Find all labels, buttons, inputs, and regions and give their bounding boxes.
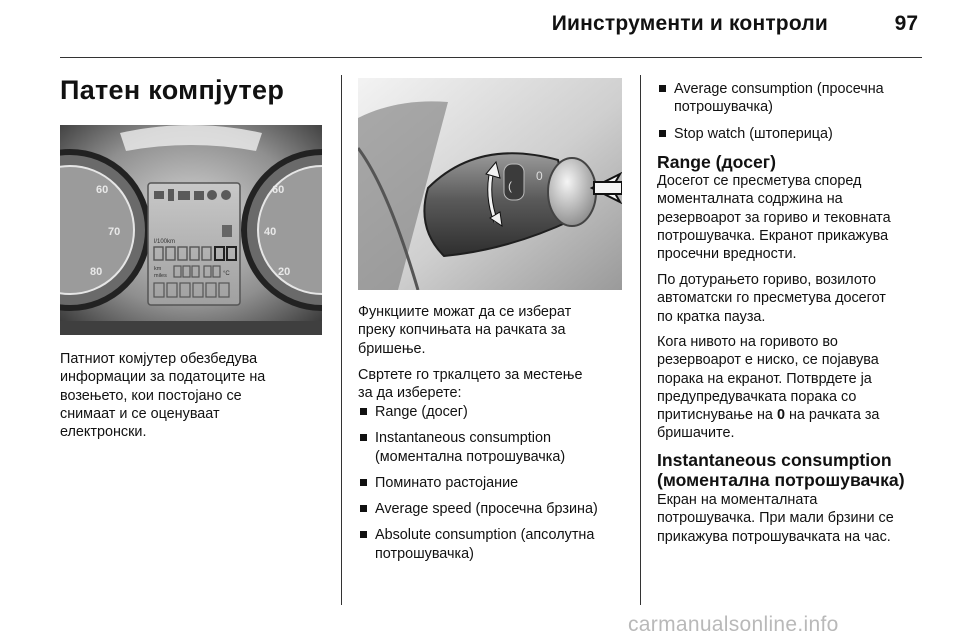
miles-label: miles	[154, 273, 167, 279]
section-heading: Патен компјутер	[60, 75, 285, 105]
list-item: Average speed (просечна брзина)	[358, 500, 638, 518]
page-number: 97	[894, 12, 918, 35]
wiper-lever-photo	[358, 78, 622, 290]
km-label: km	[154, 266, 162, 272]
svg-text:70: 70	[108, 226, 121, 238]
range-paragraph-1: Досегот се пресметува според моменталната содржина на резервоарот за гориво и тековната потрошувачка. Екранот прикажува просечни вредности.	[657, 173, 891, 263]
select-paragraph: Свртете го тркалцето за местење за да изберете:	[358, 367, 583, 402]
bullet-square	[360, 531, 367, 538]
list-item: Stop watch (штоперица)	[657, 125, 937, 143]
svg-text:(: (	[508, 179, 512, 193]
svg-text:20: 20	[278, 266, 291, 278]
watermark: carmanualsonline.info	[628, 613, 839, 636]
unit-label: l/100km	[154, 239, 176, 245]
list-item: Average consumption (просечна потрошувачка)	[657, 80, 937, 117]
instantaneous-heading: Instantaneous consumption (моментална потрошувачка)	[657, 450, 905, 490]
range-paragraph-3: Кога нивото на горивото во резервоарот е ниско, се појавува порака на екранот. Потврдете ја предупредувачката порака со притиснување на 0 на рачката за бришачите.	[657, 334, 880, 442]
wiper-key-symbol: 0	[776, 407, 785, 424]
instrument-cluster-photo	[60, 125, 322, 335]
svg-text:40: 40	[264, 226, 277, 238]
bullet-square	[659, 130, 666, 137]
column-divider-2	[640, 75, 641, 605]
functions-paragraph: Функциите можат да се изберат преку копчињата на рачката за бришење.	[358, 304, 572, 357]
bullet-square	[360, 479, 367, 486]
range-heading: Range (досег)	[657, 152, 776, 172]
list-item: Absolute consumption (апсолутна потрошувачка)	[358, 526, 638, 563]
list-item: Range (досег)	[358, 403, 638, 421]
list-item: Поминато растојание	[358, 474, 638, 492]
range-paragraph-2: По дотурањето гориво, возилото автоматски го пресметува досегот по кратка пауза.	[657, 272, 886, 325]
running-header-title: Иинструменти и контроли	[551, 12, 828, 35]
instantaneous-paragraph: Екран на моменталната потрошувачка. При мали брзини се прикажува потрошувачката на час.	[657, 492, 894, 545]
svg-text:60: 60	[272, 184, 285, 196]
bullet-square	[360, 408, 367, 415]
bullet-square	[360, 505, 367, 512]
function-list	[358, 403, 638, 571]
bullet-square	[659, 85, 666, 92]
svg-text:60: 60	[96, 184, 109, 196]
header-divider	[60, 57, 922, 58]
intro-paragraph: Патниот комјутер обезбедува информации за податоците на возењето, кои постојано се снимаат и се оценуваат електронски.	[60, 351, 266, 441]
bullet-square	[360, 434, 367, 441]
svg-text:80: 80	[90, 266, 103, 278]
function-list-continued	[657, 80, 937, 151]
column-divider-1	[341, 75, 342, 605]
list-item: Instantaneous consumption (моментална потрошувачка)	[358, 429, 638, 466]
svg-text:0: 0	[536, 169, 543, 183]
temp-label: °C	[223, 271, 230, 277]
